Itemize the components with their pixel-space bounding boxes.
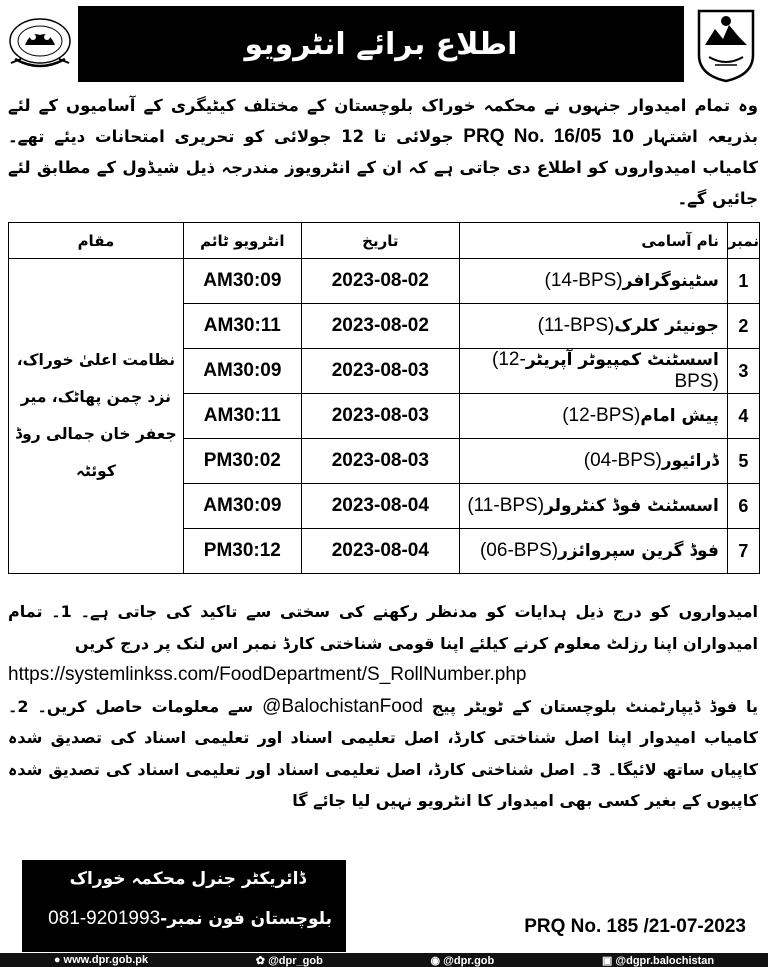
- venue-cell: نظامت اعلیٰ خوراک، نزد چمن پھاٹک، میر جعفر خان جمالی روڈ کوئٹہ: [9, 259, 184, 574]
- signatory-designation: ڈائریکٹر جنرل محکمہ خوراک: [69, 869, 306, 889]
- footer-bar: [0, 953, 768, 967]
- post-name: فوڈ گرین سپروائزر: [558, 541, 719, 561]
- row-post: [459, 259, 727, 304]
- footer-facebook[interactable]: ▣ @dgpr.balochistan: [601, 954, 715, 967]
- row-date: 2023-08-03: [301, 439, 459, 484]
- header-venue: مقام: [9, 223, 184, 259]
- row-time: AM30:09: [183, 349, 301, 394]
- location-phone-label: بلوچستان فون نمبر-: [160, 909, 332, 929]
- result-link[interactable]: https://systemlinkss.com/FoodDepartment/S_RollNumber.php: [8, 664, 527, 685]
- row-number: 2: [727, 304, 759, 349]
- table-row: [9, 259, 760, 304]
- twitter-text: @dpr_gob: [268, 954, 323, 967]
- row-number: 6: [727, 484, 759, 529]
- row-date: 2023-08-03: [301, 349, 459, 394]
- post-bps: (12-BPS): [562, 405, 641, 426]
- url-line: [8, 659, 758, 691]
- header-date: تاریخ: [301, 223, 459, 259]
- header-time: انٹرویو ٹائم: [183, 223, 301, 259]
- post-bps: (06-BPS): [479, 540, 559, 561]
- header-number: نمبر: [727, 223, 759, 259]
- footer-website[interactable]: ● www.dpr.gob.pk: [53, 954, 149, 966]
- emblem-icon: [7, 15, 73, 73]
- notice-title: اطلاع برائے انٹرویو: [78, 6, 684, 82]
- website-text: www.dpr.gob.pk: [63, 954, 149, 966]
- balochistan-government-logo: [690, 4, 762, 84]
- row-post: [459, 529, 727, 574]
- row-number: 3: [727, 349, 759, 394]
- row-date: 2023-08-02: [301, 259, 459, 304]
- prq-reference: PRQ No. 185 /21-07-2023: [524, 916, 746, 937]
- row-date: 2023-08-04: [301, 484, 459, 529]
- row-number: 7: [727, 529, 759, 574]
- interview-schedule-table: [8, 222, 760, 574]
- row-time: PM30:12: [183, 529, 301, 574]
- row-post: [459, 394, 727, 439]
- post-name: جونیئر کلرک: [614, 316, 719, 336]
- post-bps: (14-BPS): [544, 270, 623, 291]
- row-time: AM30:11: [183, 304, 301, 349]
- row-post: [459, 304, 727, 349]
- post-bps: (11-BPS): [467, 495, 545, 516]
- instructions-part3: سے معلومات حاصل کریں۔ 2۔ کامیاب امیدوار اپنا اصل شناختی کارڈ، اصل تعلیمی اسناد اور تعلیمی اسناد کی تصدیق شدہ کاپیاں ساتھ لائیگا۔ 3۔ اصل شناختی کارڈ، اصل تعلیمی اسناد اور تعلیمی اسناد کی تصدیق شدہ کاپیوں کے بغیر کسی بھی امیدوار کا انٹرویو نہیں لیا جائے گا: [8, 696, 758, 810]
- signature-block: [22, 860, 346, 952]
- row-time: AM30:11: [183, 394, 301, 439]
- instructions-part2: یا فوڈ ڈیپارٹمنٹ بلوچستان کے ٹویٹر پیج: [431, 696, 759, 716]
- row-date: 2023-08-04: [301, 529, 459, 574]
- intro-line1: وہ تمام امیدوار جنہوں نے محکمہ خوراک بلوچستان کے مختلف کیٹیگری کے آسامیوں کے لئے بذریعہ اشتہار: [8, 96, 758, 146]
- post-bps: (12-BPS): [492, 349, 719, 392]
- post-name: پیش امام: [640, 406, 719, 426]
- row-date: 2023-08-03: [301, 394, 459, 439]
- header-post: نام آسامی: [459, 223, 727, 259]
- row-time: PM30:02: [183, 439, 301, 484]
- post-name: اسسٹنٹ کمپیوٹر آپریٹر: [525, 350, 719, 370]
- row-post: [459, 439, 727, 484]
- header: [0, 0, 768, 88]
- seal-icon: [693, 5, 759, 83]
- signatory-contact: [48, 908, 332, 930]
- row-number: 1: [727, 259, 759, 304]
- post-name: ڈرائیور: [661, 451, 719, 471]
- row-time: AM30:09: [183, 259, 301, 304]
- row-post: [459, 349, 727, 394]
- instagram-text: @dpr.gob: [443, 954, 495, 967]
- intro-line2: 10 جولائی تا 12 جولائی کو تحریری امتحانات دیئے تھے۔ کامیاب امیدواروں کو اطلاع دی جاتی ہے کہ ان کے انٹرویوز مندرجہ ذیل شیڈول کے مطابق لئے جائیں گے۔: [8, 127, 758, 208]
- post-name: اسسٹنٹ فوڈ کنٹرولر: [544, 496, 719, 516]
- row-date: 2023-08-02: [301, 304, 459, 349]
- footer-instagram[interactable]: ◉ @dpr.gob: [430, 954, 495, 967]
- advertisement-prq: PRQ No. 16/05: [463, 126, 602, 147]
- instructions-paragraph: [8, 596, 758, 817]
- twitter-handle[interactable]: @BalochistanFood: [262, 695, 423, 717]
- intro-paragraph: [8, 90, 758, 214]
- row-time: AM30:09: [183, 484, 301, 529]
- food-department-logo: [4, 4, 76, 84]
- instructions-part1: امیدواروں کو درج ذیل ہدایات کو مدنظر رکھنے کی سختی سے تاکید کی جاتی ہے۔ 1۔ تمام امیدواران اپنا رزلٹ معلوم کرنے کیلئے اپنا قومی شناختی کارڈ نمبر اس لنک پر درج کریں: [8, 602, 758, 653]
- post-bps: (04-BPS): [583, 450, 662, 471]
- footer-twitter[interactable]: ✿ @dpr_gob: [255, 954, 323, 967]
- row-post: [459, 484, 727, 529]
- post-name: سٹینوگرافر: [622, 271, 719, 291]
- row-number: 4: [727, 394, 759, 439]
- row-number: 5: [727, 439, 759, 484]
- table-header-row: [9, 223, 760, 259]
- post-bps: (11-BPS): [537, 315, 615, 336]
- phone-number: 081-9201993: [48, 908, 161, 929]
- facebook-text: @dgpr.balochistan: [615, 954, 715, 967]
